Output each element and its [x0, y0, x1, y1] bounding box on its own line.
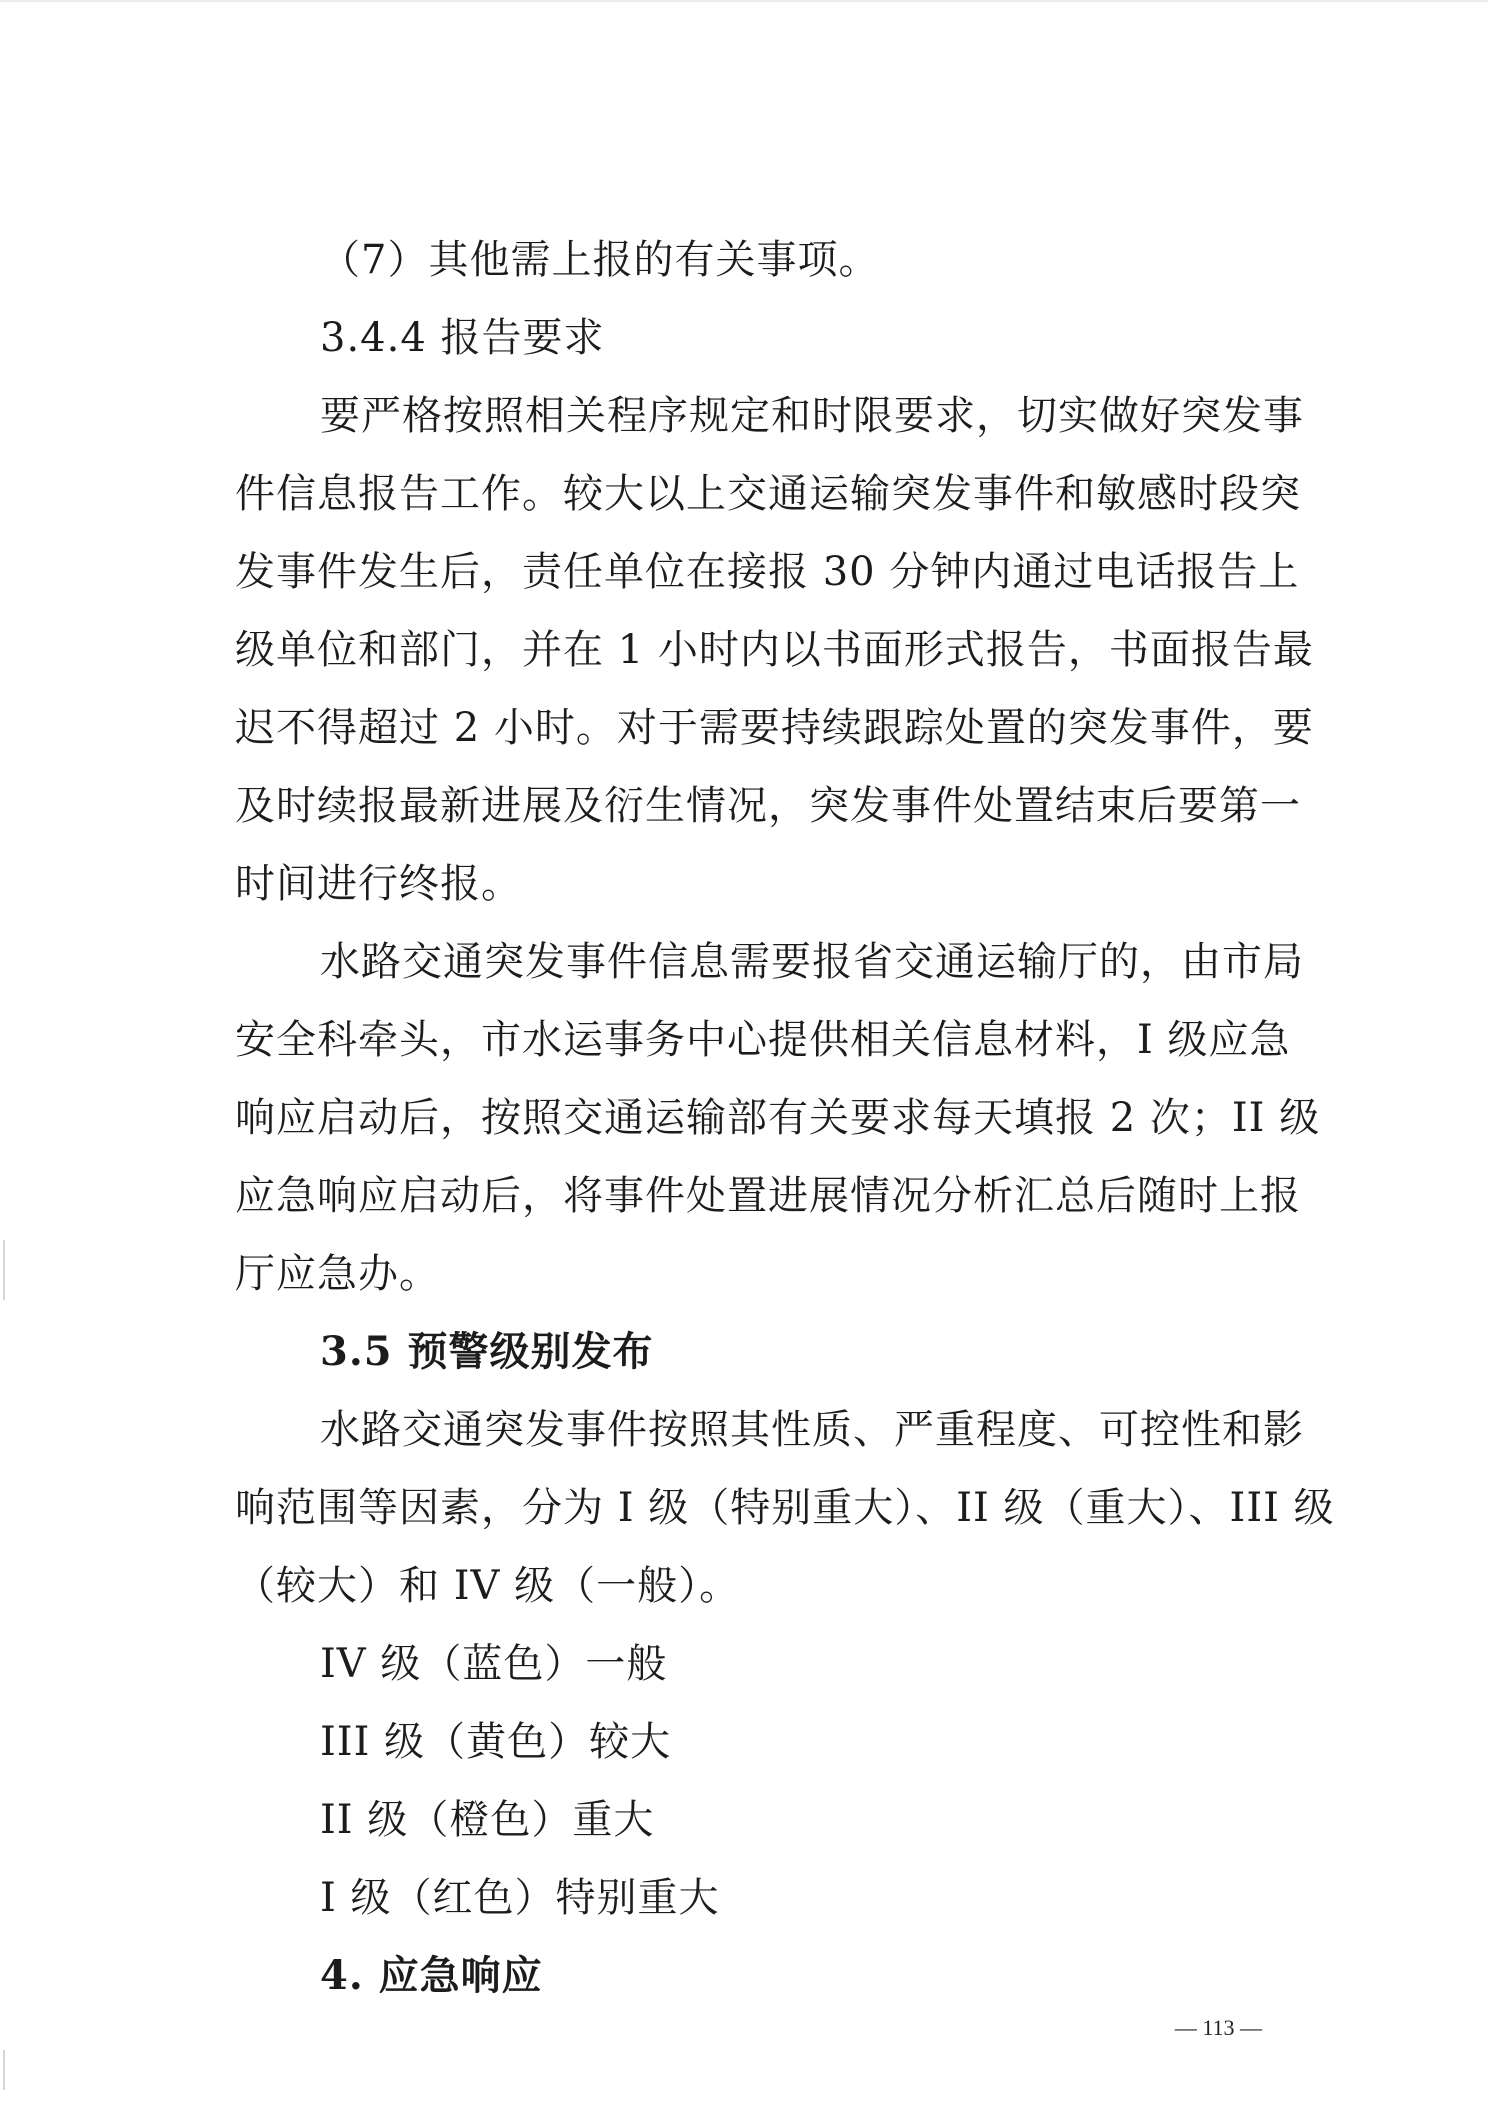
paragraph-line: 要严格按照相关程序规定和时限要求，切实做好突发事 — [320, 393, 1304, 439]
paragraph-line: 水路交通突发事件按照其性质、严重程度、可控性和影 — [320, 1407, 1304, 1453]
warning-level-item: III 级（黄色）较大 — [320, 1719, 672, 1765]
warning-level-item: IV 级（蓝色）一般 — [320, 1641, 668, 1687]
paragraph-line: 发事件发生后，责任单位在接报 30 分钟内通过电话报告上 — [235, 549, 1300, 595]
paragraph-line: 厅应急办。 — [235, 1251, 440, 1297]
paragraph-line: 水路交通突发事件信息需要报省交通运输厅的，由市局 — [320, 939, 1304, 985]
scan-top-edge — [0, 0, 1488, 2]
paragraph-line: 应急响应启动后，将事件处置进展情况分析汇总后随时上报 — [235, 1173, 1301, 1219]
subsection-heading-3-4-4: 3.4.4 报告要求 — [320, 315, 605, 361]
scan-left-edge-mark — [3, 1240, 5, 1300]
list-item-7: （7）其他需上报的有关事项。 — [320, 237, 880, 283]
section-heading-4: 4. 应急响应 — [320, 1952, 543, 1999]
paragraph-line: 响范围等因素，分为 I 级（特别重大）、II 级（重大）、III 级 — [235, 1485, 1335, 1531]
paragraph-line: 级单位和部门，并在 1 小时内以书面形式报告，书面报告最 — [235, 627, 1314, 673]
warning-level-item: I 级（红色）特别重大 — [320, 1875, 720, 1921]
paragraph-line: （较大）和 IV 级（一般）。 — [235, 1563, 741, 1609]
paragraph-line: 响应启动后，按照交通运输部有关要求每天填报 2 次；II 级 — [235, 1095, 1321, 1141]
paragraph-line: 及时续报最新进展及衍生情况，突发事件处置结束后要第一 — [235, 783, 1301, 829]
paragraph-line: 件信息报告工作。较大以上交通运输突发事件和敏感时段突 — [235, 471, 1301, 517]
warning-level-item: II 级（橙色）重大 — [320, 1797, 655, 1843]
paragraph-line: 安全科牵头，市水运事务中心提供相关信息材料，I 级应急 — [235, 1017, 1291, 1063]
section-heading-3-5: 3.5 预警级别发布 — [320, 1328, 654, 1375]
paragraph-line: 时间进行终报。 — [235, 861, 522, 907]
scan-left-edge-mark — [3, 2050, 5, 2090]
paragraph-line: 迟不得超过 2 小时。对于需要持续跟踪处置的突发事件，要 — [235, 705, 1314, 751]
page-number: — 113 — — [1174, 2015, 1262, 2040]
